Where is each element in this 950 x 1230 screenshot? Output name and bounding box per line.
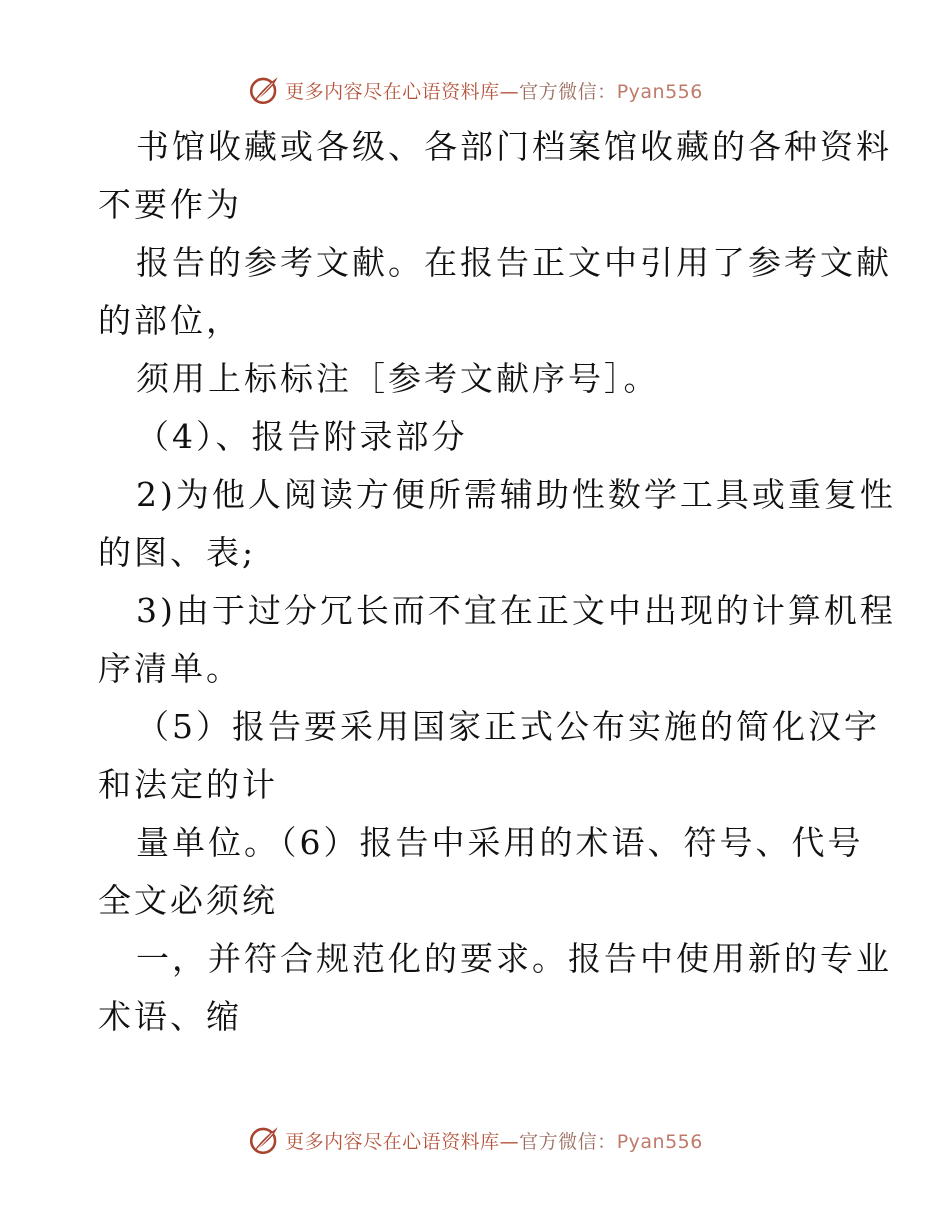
body-line: 术语、缩 xyxy=(98,997,242,1036)
body-line: 不要作为 xyxy=(98,185,242,224)
banner-text xyxy=(285,1127,703,1154)
body-line: 和法定的计 xyxy=(98,765,278,804)
banner-separator: — xyxy=(499,1130,520,1153)
body-line: 全文必须统 xyxy=(98,881,278,920)
banner-wechat-label: 官方微信： xyxy=(519,1130,617,1153)
body-line: 3)由于过分冗长而不宜在正文中出现的计算机程 xyxy=(136,591,896,630)
body-line: 的图、表; xyxy=(98,533,257,572)
banner-text xyxy=(285,77,703,104)
feather-quill-logo-icon xyxy=(247,1123,281,1157)
footer-banner xyxy=(0,1120,950,1160)
banner-wechat-label: 官方微信： xyxy=(519,80,617,103)
body-line: （5）报告要采用国家正式公布实施的简化汉字 xyxy=(136,707,880,746)
document-body xyxy=(98,118,896,1046)
banner-separator: — xyxy=(499,80,520,103)
body-line: 报告的参考文献。在报告正文中引用了参考文献 xyxy=(136,243,892,282)
banner-wechat-id: Pyan556 xyxy=(616,80,703,103)
header-banner xyxy=(0,70,950,110)
body-line: 的部位， xyxy=(98,301,242,340)
feather-quill-logo-icon xyxy=(247,73,281,107)
body-line: 序清单。 xyxy=(98,649,242,688)
banner-wechat-id: Pyan556 xyxy=(616,1130,703,1153)
banner-main-text: 更多内容尽在心语资料库 xyxy=(285,1130,500,1153)
body-line: 2)为他人阅读方便所需辅助性数学工具或重复性 xyxy=(136,475,896,514)
body-line: 须用上标标注［参考文献序号］。 xyxy=(136,359,660,398)
body-line: 一，并符合规范化的要求。报告中使用新的专业 xyxy=(136,939,892,978)
body-line: 量单位。（6）报告中采用的术语、符号、代号 xyxy=(136,823,864,862)
body-line: 书馆收藏或各级、各部门档案馆收藏的各种资料 xyxy=(136,127,892,166)
banner-main-text: 更多内容尽在心语资料库 xyxy=(285,80,500,103)
section-heading: （4）、报告附录部分 xyxy=(136,417,468,456)
